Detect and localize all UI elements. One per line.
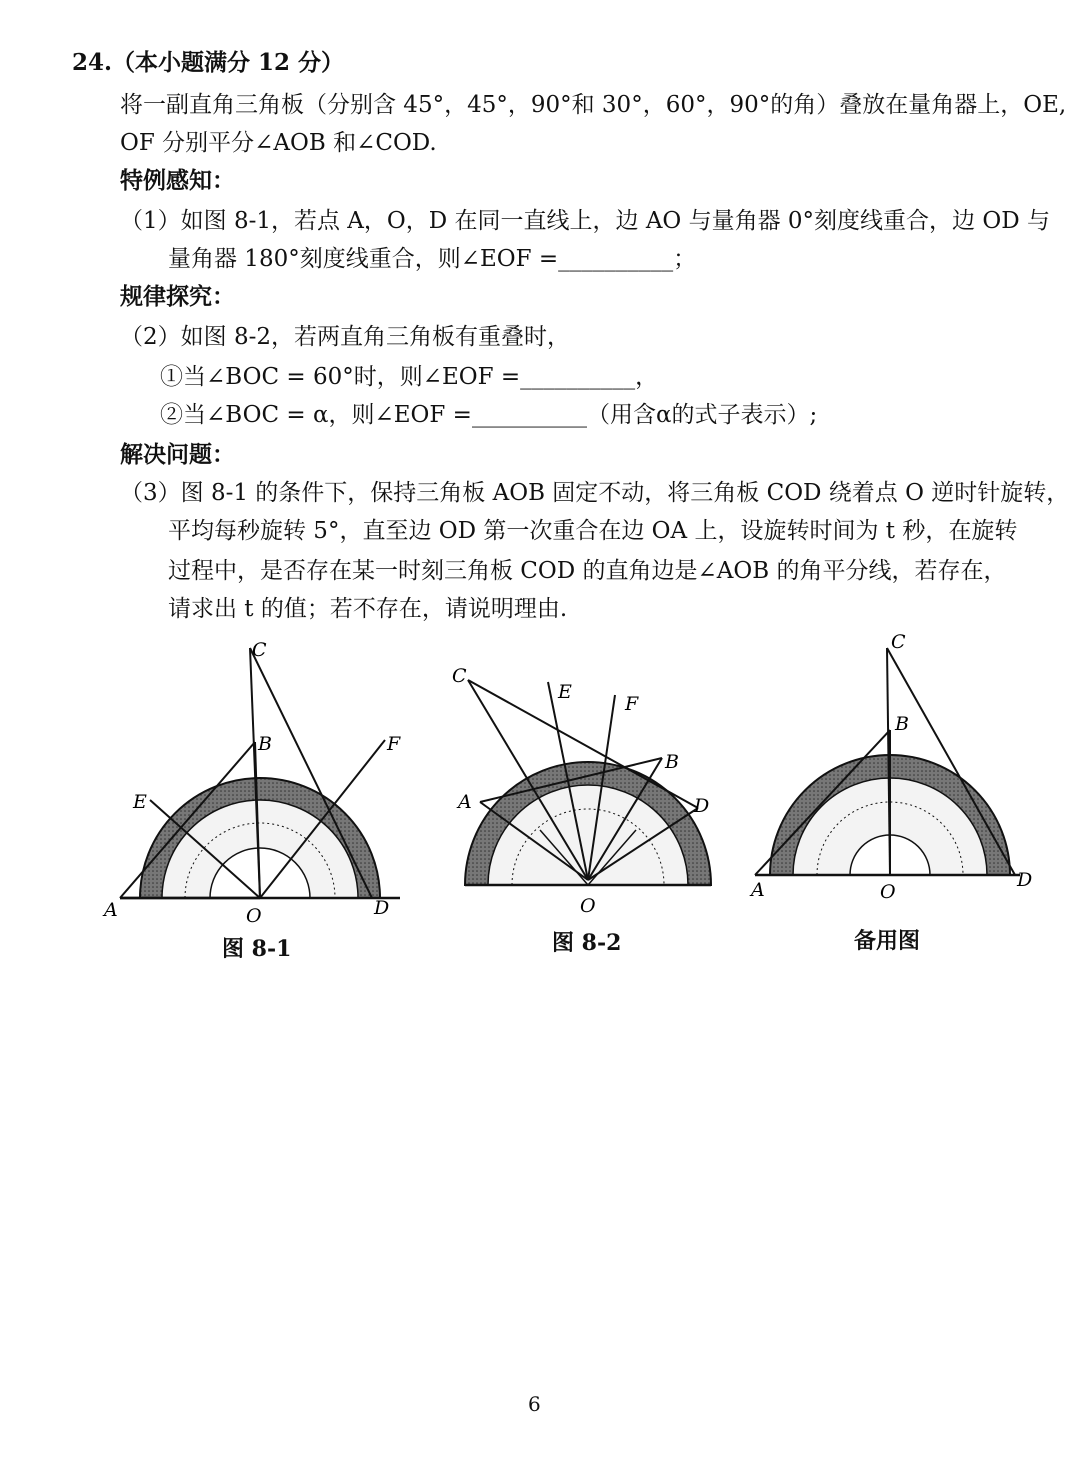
question-1-line-1: （1）如图 8-1，若点 A，O，D 在同一直线上，边 AO 与量角器 0°刻度线重合，边 OD 与 — [120, 208, 1050, 234]
question-2-line-1: （2）如图 8-2，若两直角三角板有重叠时， — [120, 324, 570, 350]
question-2-sub-1: ①当∠BOC = 60°时，则∠EOF =__________， — [160, 364, 659, 390]
label-D: D — [694, 795, 710, 817]
problem-number: 24. — [72, 49, 113, 76]
label-O: O — [246, 905, 262, 927]
label-B: B — [895, 713, 909, 735]
question-3-line-3: 过程中，是否存在某一时刻三角板 COD 的直角边是∠AOB 的角平分线，若存在， — [168, 558, 1007, 584]
intro-line-1: 将一副直角三角板（分别含 45°，45°，90°和 30°，60°，90°的角）叠放在量角器上，OE, — [120, 92, 1067, 118]
label-C: C — [252, 639, 267, 661]
section-title-1: 特例感知： — [120, 167, 235, 194]
label-A: A — [458, 791, 472, 813]
label-D: D — [1017, 869, 1033, 891]
problem-score: （本小题满分 12 分） — [112, 49, 345, 76]
label-C: C — [452, 665, 467, 687]
caption-figure-8-1: 图 8-1 — [222, 936, 292, 962]
question-3-line-2: 平均每秒旋转 5°，直至边 OD 第一次重合在边 OA 上，设旋转时间为 t 秒，在旋转 — [168, 518, 1018, 544]
section-title-2: 规律探究： — [120, 283, 235, 310]
question-2-sub-2: ②当∠BOC = α，则∠EOF =__________（用含α的式子表示）; — [160, 402, 818, 428]
question-1-line-2: 量角器 180°刻度线重合，则∠EOF =__________； — [168, 246, 697, 272]
label-F: F — [625, 693, 639, 715]
problem-heading — [72, 48, 344, 78]
label-A: A — [104, 899, 118, 921]
page-number: 6 — [528, 1392, 541, 1416]
label-D: D — [374, 897, 390, 919]
question-3-line-4: 请求出 t 的值；若不存在，请说明理由. — [168, 596, 568, 622]
label-C: C — [891, 631, 906, 653]
label-O: O — [880, 881, 896, 903]
label-E: E — [558, 681, 572, 703]
label-B: B — [665, 751, 679, 773]
figure-8-2 — [440, 630, 760, 930]
section-title-3: 解决问题： — [120, 441, 235, 468]
label-O: O — [580, 895, 596, 917]
caption-figure-8-2: 图 8-2 — [552, 930, 622, 956]
figure-8-1 — [100, 630, 420, 930]
caption-figure-spare: 备用图 — [854, 928, 921, 954]
label-A: A — [751, 879, 765, 901]
question-3-line-1: （3）图 8-1 的条件下，保持三角板 AOB 固定不动，将三角板 COD 绕着点 O 逆时针旋转， — [120, 480, 1070, 506]
label-B: B — [258, 733, 272, 755]
figure-spare — [745, 630, 1065, 930]
intro-line-2: OF 分别平分∠AOB 和∠COD. — [120, 130, 437, 156]
label-F: F — [387, 733, 401, 755]
label-E: E — [133, 791, 147, 813]
